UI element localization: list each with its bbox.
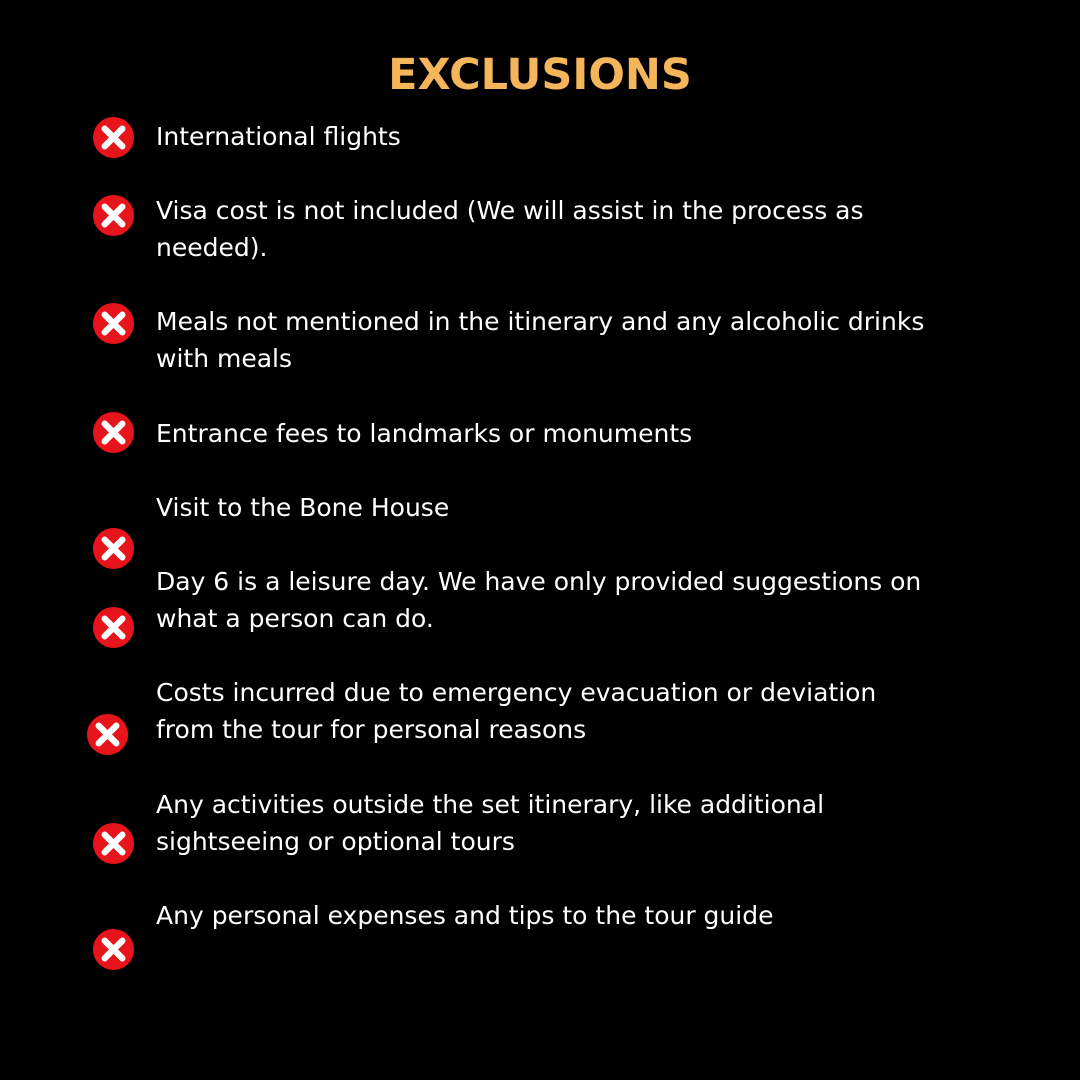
cross-mark-icon: [92, 928, 135, 971]
cross-mark-icon: [92, 302, 135, 345]
exclusion-item: [156, 674, 956, 748]
exclusion-item-line: Any activities outside the set itinerary, like additional: [156, 790, 825, 819]
cross-mark-icon: [86, 713, 129, 756]
exclusion-item: [156, 897, 956, 934]
exclusion-item-line: with meals: [156, 344, 293, 373]
cross-mark-icon: [92, 606, 135, 649]
exclusion-item-line: Any personal expenses and tips to the tour guide: [156, 901, 774, 930]
exclusion-item: [156, 786, 956, 860]
exclusion-item-line: Day 6 is a leisure day. We have only provided suggestions on: [156, 567, 922, 596]
exclusion-item-line: Entrance fees to landmarks or monuments: [156, 419, 693, 448]
exclusion-item-line: what a person can do.: [156, 604, 434, 633]
exclusion-item-line: Visa cost is not included (We will assist in the process as: [156, 196, 864, 225]
cross-mark-icon: [92, 411, 135, 454]
exclusion-item-line: from the tour for personal reasons: [156, 715, 587, 744]
exclusion-item-line: sightseeing or optional tours: [156, 827, 515, 856]
cross-mark-icon: [92, 822, 135, 865]
exclusion-item-line: Meals not mentioned in the itinerary and any alcoholic drinks: [156, 307, 925, 336]
exclusion-item-line: International flights: [156, 122, 401, 151]
cross-mark-icon: [92, 194, 135, 237]
cross-mark-icon: [92, 527, 135, 570]
exclusion-item-line: needed).: [156, 233, 268, 262]
exclusion-item: [156, 563, 956, 637]
exclusion-item-line: Costs incurred due to emergency evacuation or deviation: [156, 678, 877, 707]
exclusion-item: [156, 489, 956, 526]
cross-mark-icon: [92, 116, 135, 159]
page-title: EXCLUSIONS: [388, 50, 692, 100]
exclusion-item: [156, 415, 956, 452]
exclusion-item: [156, 192, 956, 266]
exclusion-item-line: Visit to the Bone House: [156, 493, 450, 522]
exclusion-item: [156, 118, 956, 155]
exclusion-item: [156, 303, 956, 377]
